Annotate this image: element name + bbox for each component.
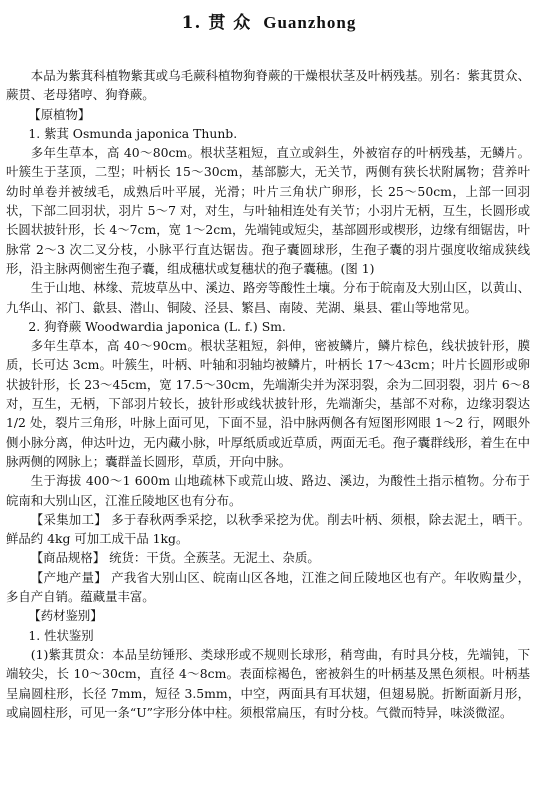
species-1-distribution: 生于山地、林缘、荒坡草丛中、溪边、路旁等酸性土壤。分布于皖南及大别山区，以黄山、九华山、祁门、歙县、潜山、铜陵、泾县、繁昌、南陵、芜湖、巢县、霍山等地常见。 bbox=[6, 280, 530, 315]
production-paragraph: 【产地产量】 产我省大别山区、皖南山区各地，江淮之间丘陵地区也有产。年收购量少，多自产自销。蕴藏量丰富。 bbox=[6, 569, 530, 605]
species-1-description: 多年生草本，高 40～80cm。根状茎粗短，直立或斜生，外被宿存的叶柄残基，无鳞片。叶簇生于茎顶，二型；叶柄长 15～30cm，基部膨大，无关节，两侧有狭长状附属物；营养叶幼时单卷并被绒毛，成熟后叶平展，光滑；叶片三角状广卵形，长 25～50cm，上部一回羽状，下部二回羽状，羽片 5～7 对，对生，与叶轴相连处有关节；小羽片无柄，互生，长圆形或长圆状披针形，长 4～7cm，宽 1～2cm，先端钝或短尖，基部圆形或楔形，边缘有细锯齿，叶脉常 2～3 次二叉分枝，小脉平行直达锯齿。孢子囊圆球形，生孢子囊的羽片强度收缩成狭线形，沿主脉两侧密生孢子囊，组成穗状或复穗状的孢子囊穗。(图 1) bbox=[6, 145, 530, 276]
identification-subheading: 1. 性状鉴别 bbox=[28, 627, 94, 643]
species-2-description: 多年生草本，高 40～90cm。根状茎粗短，斜伸，密被鳞片，鳞片棕色，线状披针形，膜质，长可达 3cm。叶簇生，叶柄、叶轴和羽轴均被鳞片，叶柄长 17～43cm；叶片长圆形或卵状披针形，长 23～45cm，宽 17.5～30cm，先端渐尖并为深羽裂，余为二回羽裂，羽片 6～8 对，互生，无柄，下部羽片较长，披针形或线状披针形，先端渐尖，基部不对称，边缘羽裂达 1/2 处，裂片三角形，叶脉上面可见，下面不显，沿中脉两侧各有短图形网眼 1～2 行，网眼外侧小脉分离，伸达叶边，无内藏小脉，叶厚纸质或近草质，两面无毛。孢子囊群线形，着生在中脉两侧的网脉上；囊群盖长圆形，草质，开向中脉。 bbox=[6, 338, 530, 469]
page-title bbox=[0, 8, 538, 33]
intro-paragraph: 本品为紫萁科植物紫萁或乌毛蕨科植物狗脊蕨的干燥根状茎及叶柄残基。别名：紫萁贯众、蕨贯、老母猪哼、狗脊蕨。 bbox=[6, 68, 530, 103]
title-latin: Guanzhong bbox=[263, 13, 357, 32]
section-heading-identification: 【药材鉴别】 bbox=[28, 608, 103, 624]
identification-paragraph: (1)紫萁贯众：本品呈纺锤形、类球形或不规则长球形，稍弯曲，有时具分枝，先端钝，下端较尖，长 10～30cm，直径 4～8cm。表面棕褐色，密被斜生的叶柄基及黑色须根。叶柄基呈扁圆柱形，长径 7mm，短径 3.5mm，中空，两面具有耳状翅，但翅易脱。折断面新月形，或扁圆柱形，可见一条“U”字形分体中柱。须根常扁压，有时分枝。气微而特异，味淡微涩。 bbox=[6, 646, 530, 720]
specification-paragraph: 【商品规格】 统货：干货。全蔟茎。无泥土、杂质。 bbox=[30, 550, 320, 566]
species-2-distribution: 生于海拔 400～1 600m 山地疏林下或荒山坡、路边、溪边，为酸性土指示植物。分布于皖南和大别山区，江淮丘陵地区也有分布。 bbox=[6, 473, 530, 508]
species-2-heading: 2. 狗脊蕨 Woodwardia japonica (L. f.) Sm. bbox=[28, 318, 286, 334]
species-1-heading: 1. 紫萁 Osmunda japonica Thunb. bbox=[28, 125, 238, 141]
processing-paragraph: 【采集加工】 多于春秋两季采挖，以秋季采挖为优。削去叶柄、须根，除去泥土，晒干。鲜品约 4kg 可加工成干品 1kg。 bbox=[6, 511, 530, 547]
document-body bbox=[6, 66, 530, 722]
title-chinese: 1. 贯 众 bbox=[181, 13, 252, 33]
section-heading-source-plant: 【原植物】 bbox=[28, 106, 91, 122]
